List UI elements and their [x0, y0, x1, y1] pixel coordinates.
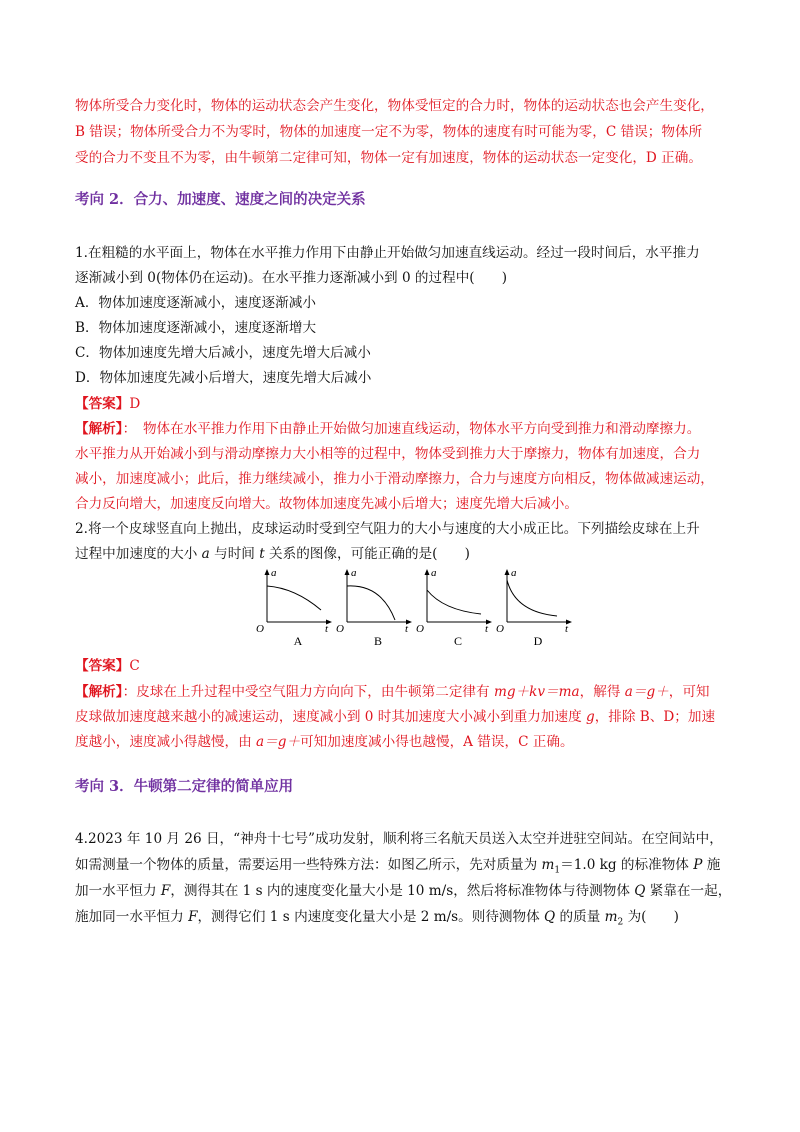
subscript: 2 — [617, 917, 624, 928]
q4-line-4 — [75, 907, 679, 933]
a-t-graph — [495, 566, 575, 632]
q1-option-b: B．物体加速度逐渐减小，速度逐渐增大 — [75, 320, 317, 336]
q2-figures — [255, 566, 575, 656]
axis-label-t: t — [485, 623, 489, 632]
a-t-graph — [255, 566, 335, 632]
intro-line-3: 受的合力不变且不为零，由牛顿第二定律可知，物体一定有加速度，物体的运动状态一定变化，D 正确。 — [75, 150, 702, 166]
text-run: ，可知 — [668, 684, 710, 700]
curve — [427, 590, 481, 614]
text-run: 如需测量一个物体的质量，需要运用一些特殊方法：如图乙所示，先对质量为 — [75, 857, 542, 873]
text-run: 与时间 — [209, 546, 260, 562]
y-axis-arrow — [345, 569, 350, 575]
answer-label: 【答案】 — [75, 396, 130, 412]
var-q: Q — [544, 909, 556, 925]
text-run: ，解得 — [579, 684, 625, 700]
q1-answer — [75, 394, 140, 414]
text-run: 施加同一水平恒力 — [75, 909, 189, 925]
q1-line-2: 逐渐减小到 0(物体仍在运动)。在水平推力逐渐减小到 0 的过程中( ) — [75, 270, 508, 286]
origin-label: O — [496, 623, 504, 632]
intro-line-2: B 错误；物体所受合力不为零时，物体的加速度一定不为零，物体的速度有时可能为零，C 错误；物体所 — [75, 124, 703, 140]
answer-label: 【答案】 — [75, 658, 130, 674]
origin-label: O — [256, 623, 264, 632]
figure-letter: D — [533, 634, 543, 648]
q1-option-c: C．物体加速度先增大后减小，速度先增大后减小 — [75, 345, 371, 361]
var-p: P — [693, 857, 703, 873]
figure-letter: A — [293, 634, 303, 648]
text-run: ＝1.0 kg 的标准物体 — [560, 857, 694, 873]
text-run: ：皮球在上升过程中受空气阻力方向向下，由牛顿第二定律有 — [122, 684, 494, 700]
analysis-label: 【解析】 — [75, 421, 123, 437]
figure-c — [415, 566, 495, 656]
q1-analysis-line-1 — [75, 419, 700, 439]
a-t-graph — [415, 566, 495, 632]
q2-answer — [75, 656, 140, 676]
q2-analysis-line-1 — [75, 682, 710, 702]
y-axis-arrow — [265, 569, 270, 575]
formula: a＝g＋ — [256, 734, 301, 750]
q4-line-1: 4.2023 年 10 月 26 日，“神舟十七号”成功发射，顺利将三名航天员送入太空并进驻空间站。在空间站中， — [75, 831, 723, 847]
text-run: ，测得其在 1 s 内的速度变化量大小是 10 m/s，然后将标准物体与待测物体 — [170, 883, 635, 899]
var-m: m — [541, 857, 555, 873]
text-run: 紧靠在一起， — [645, 883, 732, 899]
q2-analysis-line-2 — [75, 707, 715, 727]
answer-value: D — [129, 396, 141, 412]
q2-analysis-line-3 — [75, 732, 574, 752]
axis-label-a: a — [351, 567, 357, 579]
y-axis-arrow — [505, 569, 510, 575]
formula: mg＋kv＝ma — [493, 684, 580, 700]
var-f: F — [160, 883, 171, 899]
q1-line-1: 1.在粗糙的水平面上，物体在水平推力作用下由静止开始做匀加速直线运动。经过一段时间后，水平推力 — [75, 245, 700, 261]
q1-analysis-line-4: 合力反向增大，加速度反向增大。故物体加速度先减小后增大；速度先增大后减小。 — [75, 496, 578, 512]
text-run: 为( ) — [623, 909, 679, 925]
var-m: m — [604, 909, 618, 925]
var-t: t — [259, 546, 265, 562]
q4-line-2 — [75, 855, 720, 881]
q2-line-1: 2.将一个皮球竖直向上抛出，皮球运动时受到空气阻力的大小与速度的大小成正比。下列描绘皮球在上升 — [75, 521, 700, 537]
figure-d — [495, 566, 575, 656]
curve — [507, 580, 557, 616]
text-run: 皮球做加速度越来越小的减速运动，速度减小到 0 时其加速度大小减小到重力加速度 — [75, 709, 586, 725]
var-q: Q — [634, 883, 646, 899]
text-run: 可知加速度减小得也越慢，A 错误，C 正确。 — [300, 734, 574, 750]
curve — [347, 586, 395, 620]
curve — [267, 586, 321, 610]
axis-label-t: t — [405, 623, 409, 632]
section-2-heading: 考向 2．合力、加速度、速度之间的决定关系 — [75, 191, 366, 208]
q1-analysis-line-3: 减小，加速度减小；此后，推力继续减小，推力小于滑动摩擦力，合力与速度方向相反，物体做减速运动， — [75, 471, 714, 487]
axis-label-a: a — [431, 567, 437, 579]
var-f: F — [188, 909, 198, 925]
text-run: ，测得它们 1 s 内速度变化量大小是 2 m/s。则待测物体 — [197, 909, 545, 925]
var-a: a — [201, 546, 210, 562]
text-run: 过程中加速度的大小 — [75, 546, 202, 562]
figure-letter: C — [453, 634, 462, 648]
axis-label-a: a — [511, 567, 517, 579]
intro-line-1: 物体所受合力变化时，物体的运动状态会产生变化，物体受恒定的合力时，物体的运动状态也会产生变化， — [75, 98, 714, 114]
subscript: 1 — [554, 865, 561, 876]
y-axis-arrow — [425, 569, 430, 575]
figure-b — [335, 566, 415, 656]
q1-option-a: A．物体加速度逐渐减小，速度逐渐减小 — [75, 295, 316, 311]
text-run: 关系的图像，可能正确的是( ) — [264, 546, 470, 562]
axis-label-a: a — [271, 567, 277, 579]
origin-label: O — [336, 623, 344, 632]
text-run: ，排除 B、D；加速 — [594, 709, 716, 725]
axis-label-t: t — [325, 623, 329, 632]
answer-value: C — [129, 658, 140, 674]
text-run: 的质量 — [555, 909, 605, 925]
origin-label: O — [416, 623, 424, 632]
q1-option-d: D．物体加速度先减小后增大，速度先增大后减小 — [75, 370, 372, 386]
figure-letter: B — [373, 634, 382, 648]
formula: a＝g＋ — [624, 684, 669, 700]
text-run: 施 — [702, 857, 721, 873]
q1-analysis-line-2: 水平推力从开始减小到与滑动摩擦力大小相等的过程中，物体受到推力大于摩擦力，物体有加速度，合力 — [75, 446, 701, 462]
text-run: 加一水平恒力 — [75, 883, 161, 899]
section-3-heading: 考向 3．牛顿第二定律的简单应用 — [75, 778, 294, 795]
q2-line-2 — [75, 544, 470, 564]
analysis-label: 【解析】 — [75, 684, 123, 700]
text-run: 度越小，速度减小得越慢，由 — [75, 734, 257, 750]
axis-label-t: t — [565, 623, 569, 632]
q4-line-3 — [75, 881, 731, 901]
figure-a — [255, 566, 335, 656]
a-t-graph — [335, 566, 415, 632]
var-g: g — [585, 709, 595, 725]
analysis-text: ： 物体在水平推力作用下由静止开始做匀加速直线运动，物体水平方向受到推力和滑动摩擦力。 — [122, 421, 701, 437]
